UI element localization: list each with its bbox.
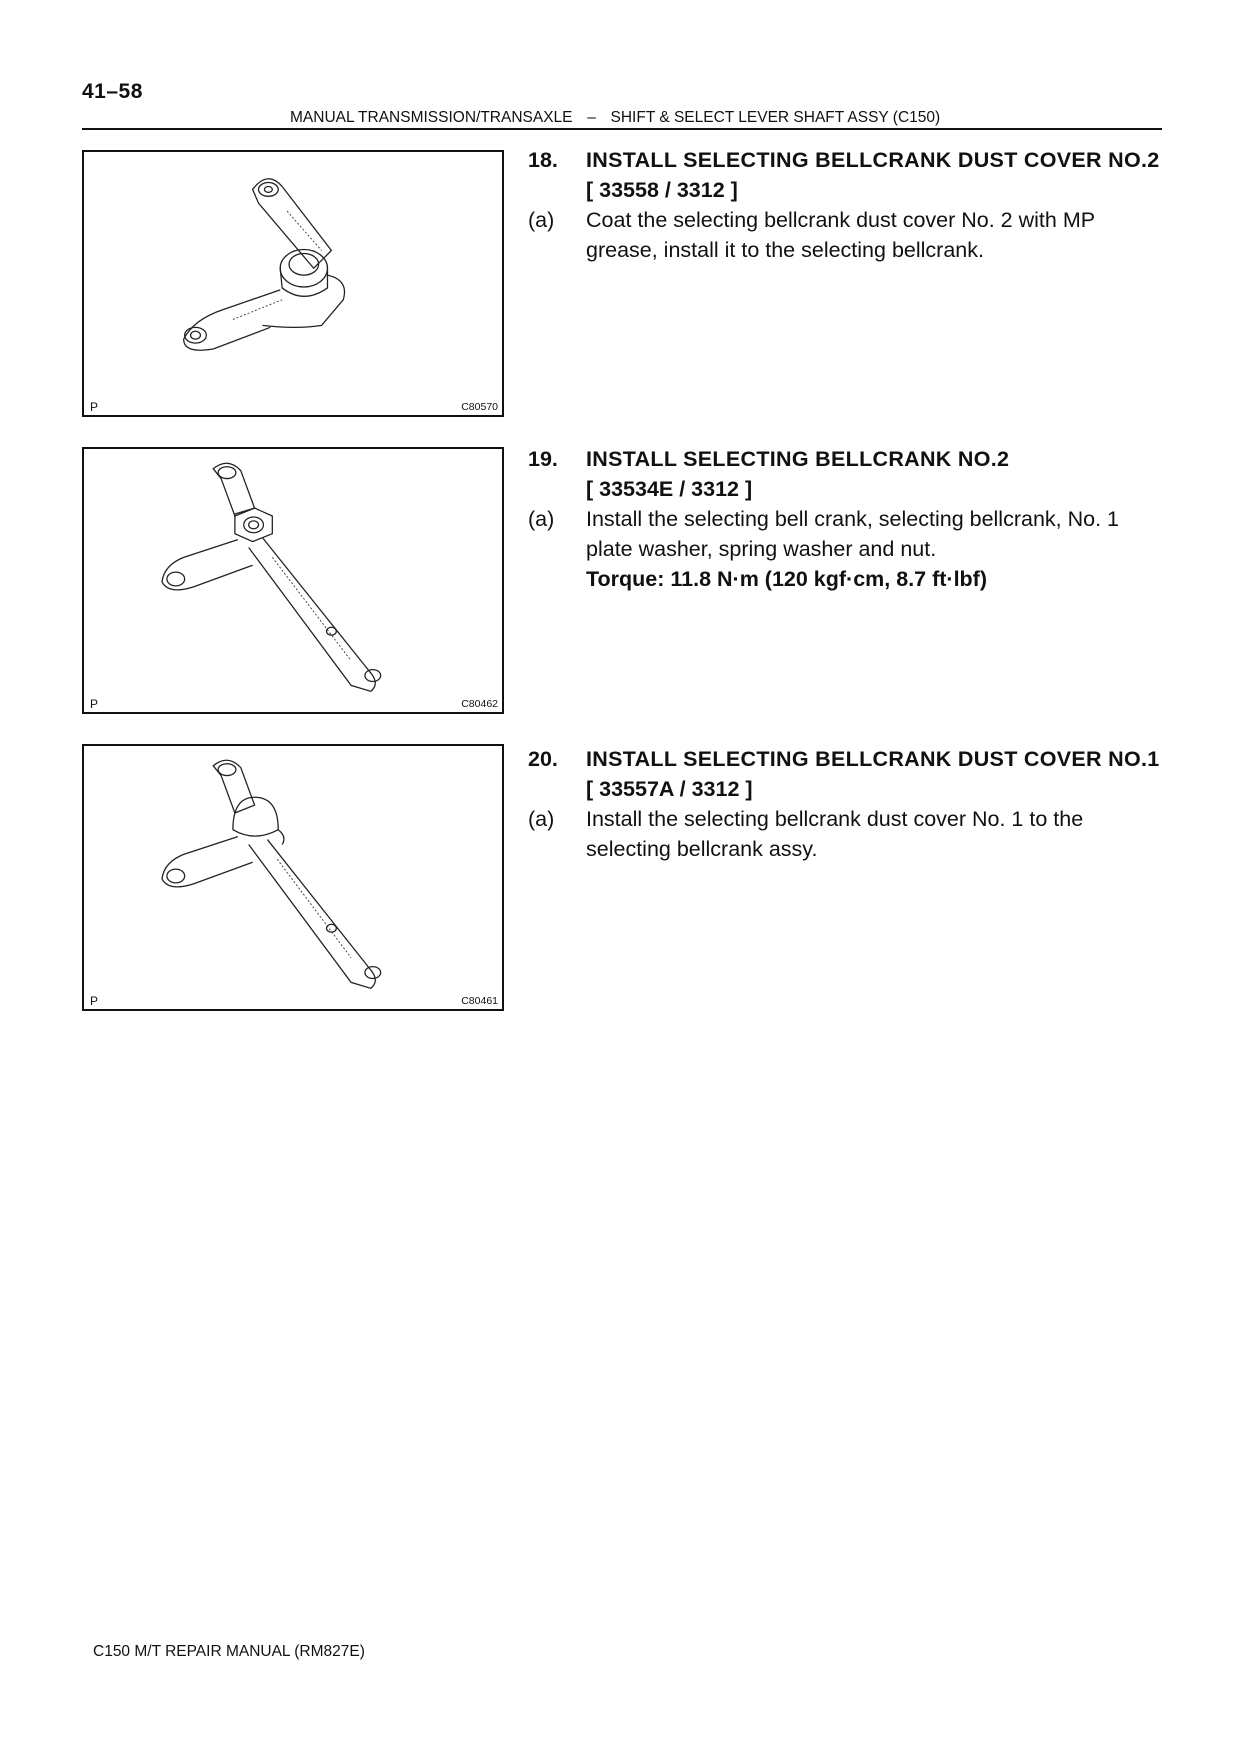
substep-label: (a) [528,507,555,531]
footer-manual-title: C150 M/T REPAIR MANUAL (RM827E) [93,1643,365,1660]
header-separator: – [587,109,596,126]
step-number: 19. [528,447,558,471]
step-code: [ 33534E / 3312 ] [586,477,753,501]
figure-dust-cover-no1 [82,744,504,1011]
subsection-title: SHIFT & SELECT LEVER SHAFT ASSY (C150) [610,109,941,126]
step-title: INSTALL SELECTING BELLCRANK DUST COVER NO.2 [586,148,1160,172]
substep-text: Install the selecting bell crank, selecting bellcrank, No. 1 plate washer, spring washer and nut. [586,507,1119,561]
substep-text: Coat the selecting bellcrank dust cover No. 2 with MP grease, install it to the selecting bellcrank. [586,208,1095,262]
step-title: INSTALL SELECTING BELLCRANK DUST COVER NO.1 [586,747,1160,771]
substep-label: (a) [528,807,555,831]
figure-dust-cover-no2 [82,150,504,417]
step-number: 18. [528,148,558,172]
figure-corner-label: P [90,994,99,1008]
substep-text: Install the selecting bellcrank dust cover No. 1 to the selecting bellcrank assy. [586,807,1084,861]
substep-label: (a) [528,208,555,232]
figure-code: C80461 [461,995,498,1007]
header-rule [82,128,1162,130]
page-header [290,109,940,127]
page-number: 41–58 [82,80,143,103]
figure-corner-label: P [90,400,99,414]
figure-corner-label: P [90,697,99,711]
bellcrank-dust-cover-no2-illustration [84,152,502,415]
step-number: 20. [528,747,558,771]
step-18 [528,145,1164,265]
step-code: [ 33557A / 3312 ] [586,777,753,801]
step-20 [528,744,1164,864]
figure-code: C80462 [461,698,498,710]
step-code: [ 33558 / 3312 ] [586,178,738,202]
bellcrank-no2-illustration [84,449,502,712]
section-title: MANUAL TRANSMISSION/TRANSAXLE [290,109,573,126]
step-19 [528,444,1164,594]
torque-spec: Torque: 11.8 N·m (120 kgf·cm, 8.7 ft·lbf) [586,567,988,591]
figure-code: C80570 [461,401,498,413]
bellcrank-dust-cover-no1-illustration [84,746,502,1009]
step-title: INSTALL SELECTING BELLCRANK NO.2 [586,447,1010,471]
figure-bellcrank-no2 [82,447,504,714]
